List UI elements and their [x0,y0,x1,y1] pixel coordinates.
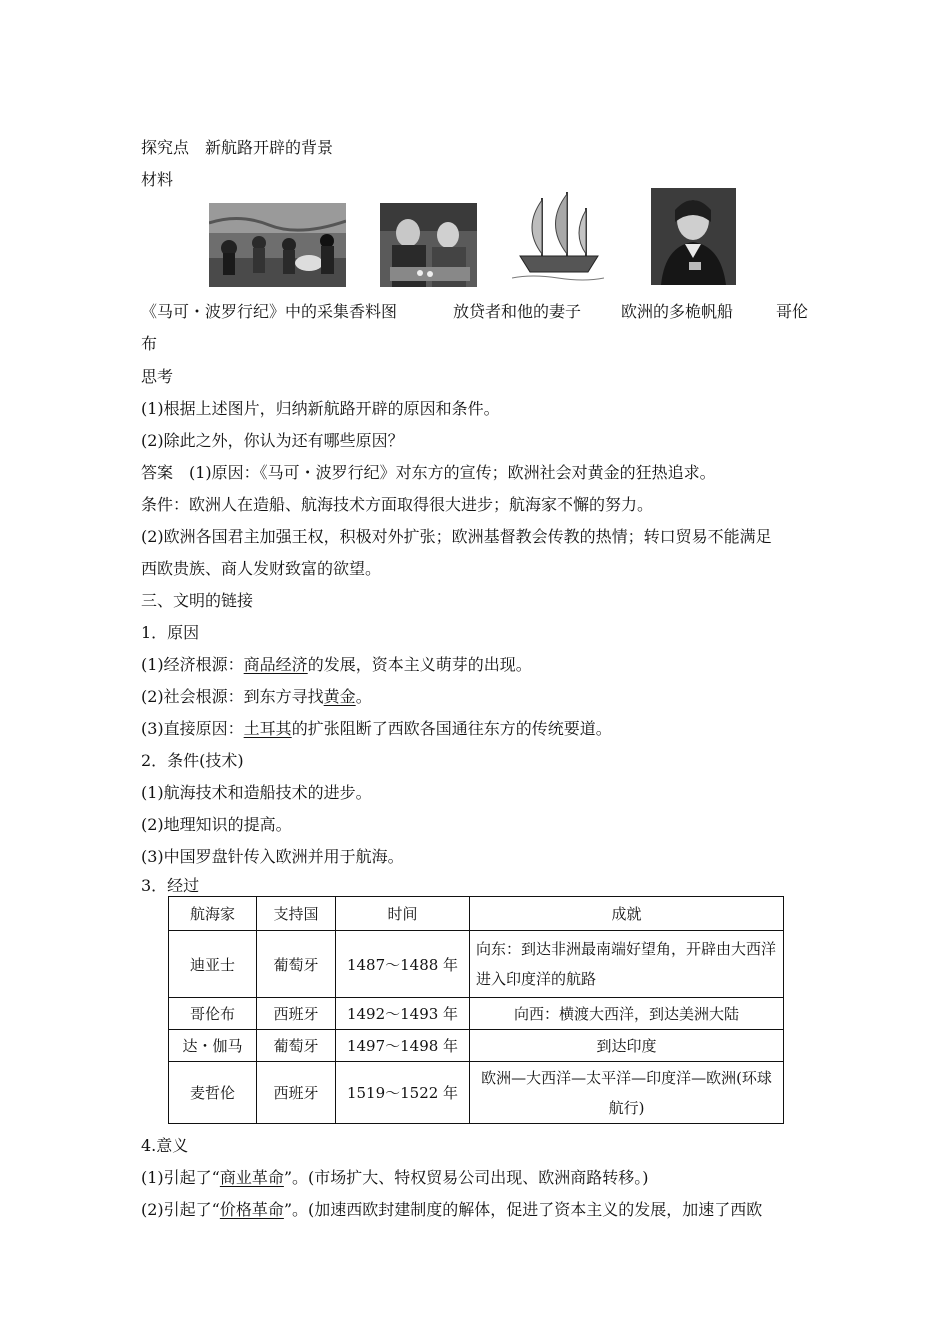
question-1: (1)根据上述图片，归纳新航路开辟的原因和条件。 [141,399,500,418]
answer-line-1: 答案 (1)原因：《马可・波罗行纪》对东方的宣传；欧洲社会对黄金的狂热追求。 [141,463,716,482]
section-heading: 探究点 新航路开辟的背景 [141,138,334,157]
reason-2 [141,685,372,709]
portrait-icon [651,188,736,285]
material-label: 材料 [141,170,174,189]
table-header-row [169,897,784,931]
header-time: 时间 [336,897,470,931]
significance-2-pre: (2)引起了“ [141,1200,220,1219]
cell-country: 葡萄牙 [257,1030,336,1062]
cell-time: 1492～1493 年 [336,998,470,1030]
significance-title: 4.意义 [141,1136,189,1155]
significance-1-pre: (1)引起了“ [141,1168,220,1187]
table-row [169,1030,784,1062]
header-navigator: 航海家 [169,897,257,931]
caption-columbus: 哥伦 [776,302,809,321]
cell-navigator: 达・伽马 [169,1030,257,1062]
cell-time: 1487～1488 年 [336,931,470,998]
think-label: 思考 [141,367,174,386]
significance-2 [141,1198,762,1222]
caption-ship: 欧洲的多桅帆船 [621,302,734,321]
table-row [169,1062,784,1124]
reason-1-key: 商品经济 [243,655,308,674]
reason-1-pre: (1)经济根源： [141,655,244,674]
columbus-portrait-image [651,188,736,285]
reason-3-key: 土耳其 [243,719,292,738]
cell-time: 1519～1522 年 [336,1062,470,1124]
section-3-title: 三、文明的链接 [141,591,254,610]
process-title: 3．经过 [141,876,200,895]
conditions-title: 2．条件(技术) [141,751,244,770]
table-row [169,931,784,998]
cell-achievement: 到达印度 [470,1030,784,1062]
cell-navigator: 麦哲伦 [169,1062,257,1124]
significance-1-key: 商业革命 [219,1168,284,1187]
header-achievement: 成就 [470,897,784,931]
condition-2: (2)地理知识的提高。 [141,815,292,834]
answer-line-4: 西欧贵族、商人发财致富的欲望。 [141,559,382,578]
cell-navigator: 哥伦布 [169,998,257,1030]
significance-2-key: 价格革命 [219,1200,284,1219]
question-2: (2)除此之外，你认为还有哪些原因？ [141,431,404,450]
spice-harvest-image [209,203,346,287]
significance-1 [141,1166,649,1190]
condition-3: (3)中国罗盘针传入欧洲并用于航海。 [141,847,404,866]
reason-3 [141,717,612,741]
reason-2-post: 。 [355,687,372,706]
sailing-ship-image [512,188,604,286]
significance-1-post: ”。(市场扩大、特权贸易公司出现、欧洲商路转移。) [283,1168,649,1187]
reason-1 [141,653,532,677]
answer-line-2: 条件：欧洲人在造船、航海技术方面取得很大进步；航海家不懈的努力。 [141,495,654,514]
cell-achievement: 向东：到达非洲最南端好望角，开辟由大西洋进入印度洋的航路 [470,931,784,998]
cell-achievement: 向西：横渡大西洋，到达美洲大陆 [470,998,784,1030]
answer-line-3: (2)欧洲各国君主加强王权，积极对外扩张；欧洲基督教会传教的热情；转口贸易不能满足 [141,527,772,546]
voyages-table [168,896,784,1124]
caption-spice: 《马可・波罗行纪》中的采集香料图 [141,302,398,321]
reasons-title: 1．原因 [141,623,200,642]
reason-2-pre: (2)社会根源：到东方寻找 [141,687,324,706]
caption-columbus-wrap: 布 [141,334,158,353]
multi-mast-ship-icon [512,188,604,286]
moneylender-image [380,203,477,287]
reason-2-key: 黄金 [323,687,356,706]
significance-2-post: ”。(加速西欧封建制度的解体，促进了资本主义的发展，加速了西欧 [283,1200,763,1219]
caption-moneylender: 放贷者和他的妻子 [453,302,582,321]
cell-time: 1497～1498 年 [336,1030,470,1062]
header-country: 支持国 [257,897,336,931]
cell-achievement: 欧洲—大西洋—太平洋—印度洋—欧洲(环球航行) [470,1062,784,1124]
reason-3-pre: (3)直接原因： [141,719,244,738]
cell-country: 西班牙 [257,1062,336,1124]
table-row [169,998,784,1030]
spice-picking-painting-icon [209,203,346,287]
cell-country: 葡萄牙 [257,931,336,998]
moneylender-painting-icon [380,203,477,287]
cell-navigator: 迪亚士 [169,931,257,998]
condition-1: (1)航海技术和造船技术的进步。 [141,783,372,802]
reason-1-post: 的发展，资本主义萌芽的出现。 [307,655,532,674]
cell-country: 西班牙 [257,998,336,1030]
reason-3-post: 的扩张阻断了西欧各国通往东方的传统要道。 [291,719,612,738]
